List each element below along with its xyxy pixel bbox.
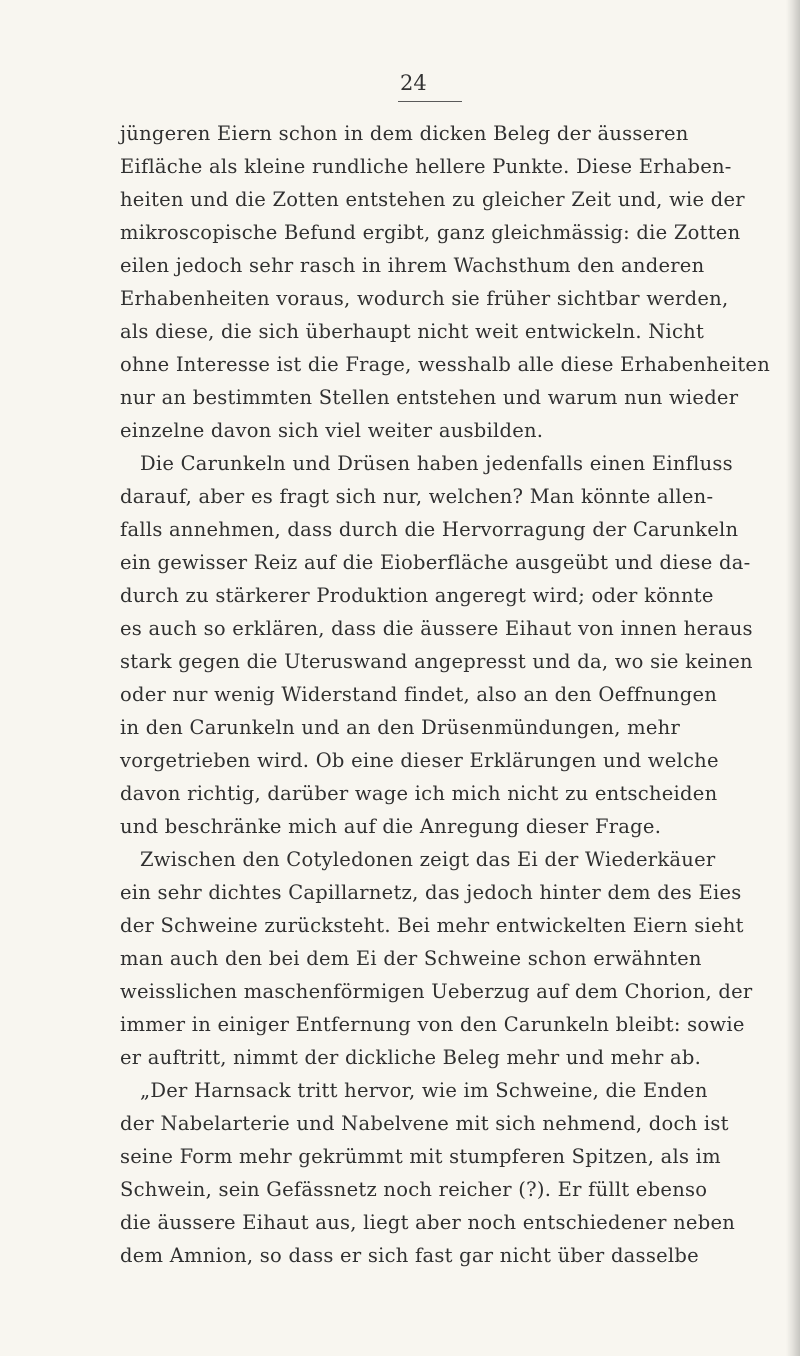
text-line: heiten und die Zotten entstehen zu gleicher Zeit und, wie der [120, 188, 745, 211]
text-line: ein sehr dichtes Capillarnetz, das jedoch hinter dem des Eies [120, 881, 742, 904]
text-line: jüngeren Eiern schon in dem dicken Beleg der äusseren [120, 122, 689, 145]
page-number-rule [398, 101, 462, 102]
text-line: stark gegen die Uteruswand angepresst und da, wo sie keinen [120, 650, 753, 673]
text-line: immer in einiger Entfernung von den Carunkeln bleibt: sowie [120, 1013, 745, 1036]
text-line: vorgetrieben wird. Ob eine dieser Erklärungen und welche [120, 749, 719, 772]
text-line: oder nur wenig Widerstand findet, also an den Oeffnungen [120, 683, 718, 706]
text-line: durch zu stärkerer Produktion angeregt wird; oder könnte [120, 584, 714, 607]
text-line: als diese, die sich überhaupt nicht weit entwickeln. Nicht [120, 320, 705, 343]
paragraph-start-line: Die Carunkeln und Drüsen haben jedenfalls einen Einfluss [140, 452, 733, 475]
text-line: mikroscopische Befund ergibt, ganz gleichmässig: die Zotten [120, 221, 741, 244]
paragraph-start-line: Zwischen den Cotyledonen zeigt das Ei der Wiederkäuer [140, 848, 716, 871]
text-line: ohne Interesse ist die Frage, wesshalb alle diese Erhabenheiten [120, 353, 771, 376]
text-line: in den Carunkeln und an den Drüsenmündungen, mehr [120, 716, 681, 739]
text-line: der Schweine zurücksteht. Bei mehr entwickelten Eiern sieht [120, 914, 744, 937]
text-line: nur an bestimmten Stellen entstehen und warum nun wieder [120, 386, 739, 409]
paragraph-start-line: „Der Harnsack tritt hervor, wie im Schweine, die Enden [140, 1079, 708, 1102]
text-line: man auch den bei dem Ei der Schweine schon erwähnten [120, 947, 702, 970]
text-line: davon richtig, darüber wage ich mich nicht zu entscheiden [120, 782, 718, 805]
text-line: darauf, aber es fragt sich nur, welchen? Man könnte allen- [120, 485, 714, 508]
text-line: dem Amnion, so dass er sich fast gar nicht über dasselbe [120, 1244, 699, 1267]
text-line: er auftritt, nimmt der dickliche Beleg mehr und mehr ab. [120, 1046, 702, 1069]
text-line: es auch so erklären, dass die äussere Eihaut von innen heraus [120, 617, 753, 640]
page-number: 24 [400, 71, 427, 95]
text-line: der Nabelarterie und Nabelvene mit sich nehmend, doch ist [120, 1112, 729, 1135]
text-line: ein gewisser Reiz auf die Eioberfläche ausgeübt und diese da- [120, 551, 751, 574]
text-line: eilen jedoch sehr rasch in ihrem Wachsthum den anderen [120, 254, 705, 277]
text-line: und beschränke mich auf die Anregung dieser Frage. [120, 815, 662, 838]
text-line: seine Form mehr gekrümmt mit stumpferen Spitzen, als im [120, 1145, 721, 1168]
text-line: Eifläche als kleine rundliche hellere Punkte. Diese Erhaben- [120, 155, 732, 178]
text-line: einzelne davon sich viel weiter ausbilden. [120, 419, 544, 442]
text-line: falls annehmen, dass durch die Hervorragung der Carunkeln [120, 518, 739, 541]
page-edge-shadow [786, 0, 800, 1356]
text-line: Schwein, sein Gefässnetz noch reicher (?). Er füllt ebenso [120, 1178, 708, 1201]
text-line: Erhabenheiten voraus, wodurch sie früher sichtbar werden, [120, 287, 729, 310]
text-line: die äussere Eihaut aus, liegt aber noch entschiedener neben [120, 1211, 736, 1234]
text-line: weisslichen maschenförmigen Ueberzug auf dem Chorion, der [120, 980, 753, 1003]
